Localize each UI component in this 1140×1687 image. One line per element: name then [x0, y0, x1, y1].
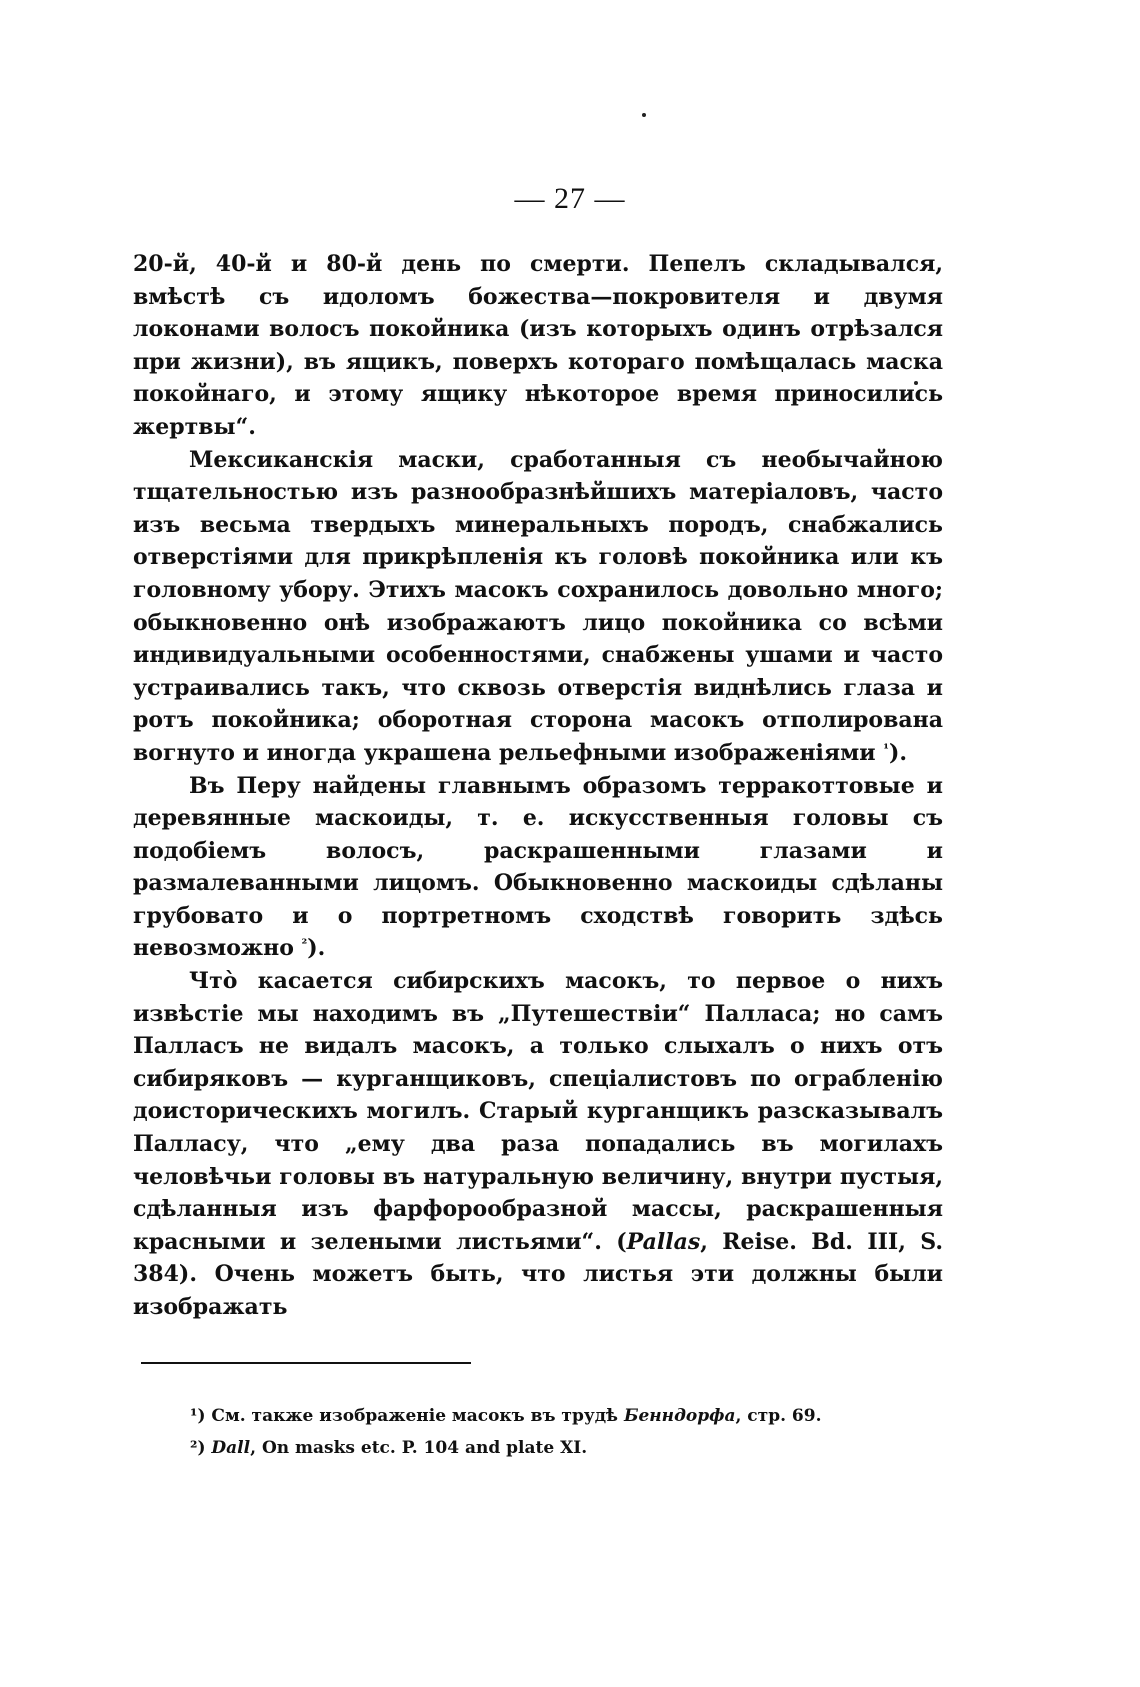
- footnote-1-marker: ¹): [190, 1406, 206, 1426]
- paragraph-1-text: 20-й, 40-й и 80-й день по смерти. Пепелъ складывался, вмѣстѣ съ идоломъ божества—покровителя и двумя локонами волосъ покойника (изъ которыхъ одинъ отрѣзался при жизни), въ ящикъ, поверхъ котораго помѣщалась маска покойнаго, и этому ящику нѣкоторое время приносились жертвы“.: [133, 251, 943, 440]
- footnote-1-author: Бенндорфа: [623, 1406, 736, 1426]
- paragraph-4-text: Чтò касается сибирскихъ масокъ, то первое о нихъ извѣстіе мы находимъ въ „Путешествіи“ Палласа; но самъ Палласъ не видалъ масокъ, а только слыхалъ о нихъ отъ сибиряковъ — курганщиковъ, спеціалистовъ по ограбленію доисторическихъ могилъ. Старый курганщикъ разсказывалъ Палласу, что „ему два раза попадались въ могилахъ человѣчьи головы въ натуральную величину, внутри пустыя, сдѣланныя изъ фарфорообразной массы, раскрашенныя красными и зелеными листьями“. (: [133, 968, 943, 1255]
- paragraph-3-text: Въ Перу найдены главнымъ образомъ терракоттовые и деревянные маскоиды, т. е. искусственныя головы съ подобіемъ волосъ, раскрашенными глазами и размалеванными лицомъ. Обыкновенно маскоиды сдѣланы грубовато и о портретномъ сходствѣ говорить здѣсь невозможно: [133, 772, 943, 962]
- footnote-1-tail: , стр. 69.: [735, 1406, 822, 1426]
- footnote-2-tail: , On masks etc. P. 104 and plate XI.: [250, 1438, 588, 1458]
- footnote-2-author: Dall: [211, 1438, 251, 1458]
- footnote-1: [190, 1400, 950, 1432]
- citation-author: Pallas: [626, 1228, 701, 1255]
- footnotes: [190, 1400, 950, 1464]
- footnote-ref-2: ²: [301, 937, 308, 953]
- citation-rest: , Reise. Bd. III, S. 384).: [133, 1228, 943, 1288]
- footnote-2: [190, 1432, 950, 1464]
- footnote-1-text: См. также изображеніе масокъ въ трудѣ: [211, 1406, 619, 1426]
- paragraph-3-tail: ).: [307, 935, 326, 962]
- footnote-2-marker: ²): [190, 1438, 206, 1458]
- paragraph-4: [133, 965, 943, 1324]
- paragraph-2-tail: ).: [888, 739, 908, 766]
- footnote-ref-1: ¹: [883, 741, 889, 757]
- paragraph-2-text: Мексиканскія маски, сработанныя съ необычайною тщательностью изъ разнообразнѣйшихъ матеріаловъ, часто изъ весьма твердыхъ минеральныхъ породъ, снабжались отверстіями для прикрѣпленія къ головѣ покойника или къ головному убору. Этихъ масокъ сохранилось довольно много; обыкновенно онѣ изображаютъ лицо покойника со всѣми индивидуальными особенностями, снабжены ушами и часто устраивались такъ, что сквозь отверстія виднѣлись глаза и ротъ покойника; оборотная сторона масокъ отполирована вогнуто и иногда украшена рельефными изображеніями: [133, 446, 943, 766]
- paragraph-3: [133, 770, 943, 966]
- main-text: [133, 248, 943, 1324]
- page-number: — 27 —: [514, 182, 626, 215]
- paragraph-4-tail: Очень можетъ быть, что листья эти должны были изображать: [133, 1261, 943, 1320]
- page-speck-top: [642, 113, 646, 117]
- paragraph-2: [133, 444, 943, 770]
- paragraph-1: [133, 248, 943, 444]
- footnote-separator: [141, 1362, 471, 1364]
